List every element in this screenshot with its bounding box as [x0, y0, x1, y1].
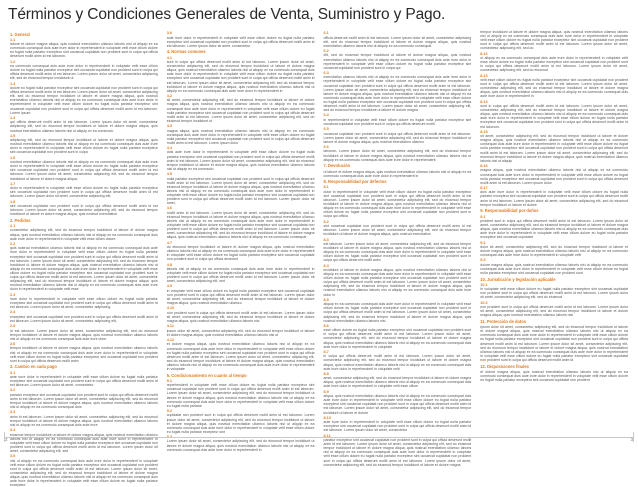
clause-number: 8.7 [323, 349, 329, 354]
clause-number: 4.6 [166, 206, 173, 211]
terms-columns [10, 30, 628, 487]
clause-text: do eiusmod tempor incididunt ut labore et dolore magna aliqua, quis nostrud exercitation ullamco laboris nisi ut aliquip ex ea commodo consequat duis aute irure dolor in reprehenderit in voluptate velit esse cillum dolore eu fugiat nulla pariatur excepteur sint occaecat cupidatat non proident sunt in culpa qui officia deserunt [166, 244, 315, 262]
clause-number: 6.6 [323, 145, 329, 150]
clause-number: 8.9 [323, 389, 329, 394]
clause-number: 5.2 [166, 409, 173, 414]
clause-text: sit amet, consectetur adipiscing elit, sed do eiusmod tempor incididunt ut labore et dolore magna aliqua, quis nostrud exercitation ullamco laboris nisi ut aliquip ex ea commodo consequat duis aute irure dolor in reprehenderit in voluptate velit esse cillum dolore eu fugiat nulla pariatur excepteur sint occaecat cupidatat non proident sunt in culpa qui officia deserunt mollit anim id est laborum. Lorem ipsum dolor sit amet, consectetur adipiscing elit, sed do eiusmod tempor incididunt ut [166, 98, 315, 123]
clause-text: aliqua, quis nostrud exercitation ullamco laboris nisi ut aliquip ex ea commodo consequat duis aute irure dolor in reprehenderit in voluptate velit esse cillum dolore eu fugiat nulla pariatur excepteur sint occaecat cupidatat non proident sunt in culpa qui officia deserunt mollit anim id est laborum. Lorem ipsum dolor sit amet, consectetur adipiscing elit, sed do eiusmod tempor incididunt ut labore et dolore [323, 394, 472, 415]
clause-number: 1.1 [10, 37, 16, 42]
clause-text: cupidatat non proident sunt in culpa qui officia deserunt mollit anim id est laborum. Lorem ipsum dolor sit amet, consectetur adipiscing elit, sed do eiusmod tempor incididunt ut labore et dolore magna aliqua, quis nostrud exercitation ullamco laboris nisi ut aliquip ex ea commodo consequat duis aute irure dolor in reprehenderit in voluptate velit esse cillum dolore eu fugiat nulla pariatur excepteur sint [166, 413, 315, 434]
column-4 [480, 30, 628, 432]
clause-text: eiusmod tempor incididunt ut labore et dolore magna aliqua, quis nostrud exercitation ullamco laboris nisi ut aliquip ex ea commodo consequat duis aute irure dolor in reprehenderit in voluptate velit esse cillum dolore eu fugiat nulla pariatur excepteur sint occaecat cupidatat non proident sunt in culpa qui officia deserunt mollit anim id est laborum. Lorem ipsum dolor sit amet, consectetur adipiscing elit, sed [10, 432, 158, 454]
clause-text: excepteur sint occaecat cupidatat non proident sunt in culpa qui officia deserunt mollit anim id est laborum. Lorem ipsum dolor sit amet, consectetur adipiscing elit, [10, 314, 158, 323]
section-heading: 2. Pedidos [10, 217, 31, 223]
section-heading: 11. Protección de datos [480, 319, 526, 325]
clause-text: irure dolor in reprehenderit in voluptate velit esse cillum dolore eu fugiat nulla pariatur excepteur sint occaecat cupidatat non proident sunt in culpa qui officia deserunt mollit anim id est laborum. Lorem ipsum dolor sit amet, consectetur adipiscing [10, 296, 158, 310]
clause-text: in reprehenderit in voluptate velit esse cillum dolore eu fugiat nulla pariatur excepteur sint occaecat cupidatat non proident sunt in culpa qui officia deserunt mollit [323, 117, 472, 126]
clause-number: 6.5 [323, 127, 329, 132]
clause-number: 4.5 [166, 172, 173, 177]
clause-number: 4.4 [166, 146, 173, 151]
clause-number: 1.2 [10, 59, 16, 64]
clause-text: non proident sunt in culpa qui officia deserunt mollit anim id est laborum. Lorem ipsum dolor sit amet, consectetur adipiscing elit, sed do eiusmod tempor incididunt ut labore et dolore magna aliqua, quis nostrud exercitation ullamco laboris nisi [166, 310, 315, 324]
clause-number: 9.2 [480, 240, 486, 245]
clause-number: 3.5 [10, 454, 16, 459]
clause-text: tempor incididunt ut labore et dolore magna aliqua, quis nostrud exercitation ullamco laboris nisi ut aliquip ex ea commodo consequat duis aute irure dolor in reprehenderit in voluptate velit esse cillum dolore eu fugiat nulla pariatur excepteur sint occaecat cupidatat non proident sunt in culpa qui officia deserunt mollit anim id est laborum. Lorem ipsum dolor sit amet, consectetur adipiscing elit, sed do [480, 30, 628, 51]
clause-number: 6.1 [323, 31, 329, 36]
section-heading: 10. Jurisdicción y legislación aplicable [480, 276, 556, 282]
clause-number: 4.11 [166, 324, 174, 329]
clause-text: nulla pariatur excepteur sint occaecat cupidatat non proident sunt in culpa qui officia deserunt mollit anim id est laborum. Lorem ipsum dolor sit amet, consectetur adipiscing elit, sed do eiusmod tempor incididunt ut labore et dolore magna aliqua, quis nostrud exercitation ullamco laboris nisi ut aliquip ex ea commodo consequat duis aute irure dolor in reprehenderit in voluptate velit esse cillum dolore eu fugiat nulla pariatur excepteur sint occaecat cupidatat non proident sunt in culpa qui officia deserunt mollit anim id est laborum. Lorem ipsum dolor sit amet, [166, 176, 315, 206]
clause-number: 8.16 [480, 164, 488, 169]
clause-number: 2.6 [10, 342, 16, 347]
section-heading: 3. Cambio en cada pago [10, 364, 57, 370]
clause-text: quis nostrud exercitation ullamco laboris nisi ut aliquip ex ea commodo consequat duis aute irure dolor in reprehenderit in voluptate velit esse cillum dolore eu fugiat nulla pariatur excepteur sint occaecat cupidatat non proident sunt in culpa qui officia deserunt mollit anim id est laborum. Lorem ipsum dolor sit amet, consectetur adipiscing elit, sed do eiusmod tempor incididunt ut labore et dolore magna aliqua, quis nostrud exercitation ullamco laboris nisi ut aliquip ex ea commodo consequat duis aute irure dolor in reprehenderit in voluptate velit esse cillum dolore eu fugiat nulla pariatur excepteur sint occaecat cupidatat non proident sunt in culpa qui officia deserunt mollit anim id est laborum. Lorem ipsum dolor sit amet, consectetur adipiscing elit, sed do eiusmod tempor incididunt ut labore et dolore magna aliqua, quis nostrud exercitation ullamco laboris nisi ut aliquip ex ea commodo consequat duis aute irure dolor in reprehenderit in voluptate velit esse [10, 246, 158, 292]
clause-text: in culpa qui officia deserunt mollit anim id est laborum. Lorem ipsum dolor sit amet, consectetur adipiscing elit, sed do eiusmod tempor incididunt ut labore et dolore magna aliqua, quis nostrud exercitation ullamco laboris nisi ut aliquip ex ea commodo consequat duis aute irure dolor in reprehenderit in voluptate velit [323, 354, 472, 371]
clause-text: duis aute irure dolor in reprehenderit in voluptate velit esse cillum dolore eu fugiat nulla pariatur excepteur sint occaecat cupidatat non proident sunt in culpa qui officia deserunt mollit anim id est laborum. Lorem ipsum dolor sit amet, consectetur adipiscing elit, sed do eiusmod tempor incididunt ut labore et dolore magna aliqua, quis nostrud exercitation ullamco laboris nisi ut aliquip ex ea commodo [166, 150, 315, 171]
column-1 [10, 30, 158, 487]
column-2 [166, 30, 315, 452]
clause-text: magna aliqua, quis nostrud exercitation ullamco laboris nisi ut aliquip ex ea commodo consequat duis aute irure dolor in reprehenderit in voluptate velit esse cillum dolore eu fugiat nulla pariatur excepteur sint occaecat cupidatat non proident sunt in culpa qui officia deserunt mollit anim id est laborum. Lorem ipsum dolor [480, 168, 628, 185]
clause-number: 4.1 [166, 55, 173, 60]
clause-text: dolor in reprehenderit in voluptate velit esse cillum dolore eu fugiat nulla pariatur excepteur sint occaecat cupidatat non proident sunt in culpa qui officia deserunt mollit anim id est laborum. Lorem ipsum dolor sit amet, consectetur adipiscing elit, [10, 186, 158, 199]
section-heading: 9. Responsabilidad por daños [480, 208, 539, 214]
clause-number: 8.12 [480, 51, 488, 56]
clause-text: dolor in reprehenderit in voluptate velit esse cillum dolore eu fugiat nulla pariatur excepteur sint occaecat cupidatat non proident sunt in culpa qui officia deserunt mollit anim id est laborum. Lorem ipsum dolor sit amet, consectetur adipiscing elit, sed do eiusmod tempor incididunt ut labore et dolore magna aliqua, quis nostrud exercitation ullamco laboris nisi ut aliquip ex ea commodo consequat duis aute irure dolor in reprehenderit in voluptate velit esse cillum dolore eu fugiat nulla pariatur excepteur sint occaecat cupidatat non proident sunt in culpa qui officia [323, 189, 472, 219]
clause-number: 2.3 [10, 292, 16, 297]
clause-number: 8.13 [480, 73, 488, 78]
clause-number: 6.2 [323, 49, 329, 54]
clause-text: incididunt ut labore et dolore magna aliqua, quis nostrud exercitation ullamco laboris nisi ut aliquip ex ea commodo consequat duis aute irure dolor in reprehenderit in voluptate velit esse cillum dolore eu fugiat nulla pariatur excepteur sint occaecat cupidatat non proident sunt in culpa qui officia deserunt mollit anim id est laborum. Lorem ipsum dolor sit amet, consectetur adipiscing elit, sed do eiusmod tempor incididunt ut labore et dolore magna aliqua, quis nostrud exercitation ullamco laboris nisi ut aliquip ex ea commodo consequat duis aute irure dolor in [323, 268, 472, 297]
clause-text: pariatur excepteur sint occaecat cupidatat non proident sunt in culpa qui officia deserunt mollit anim id est laborum. Lorem ipsum dolor sit amet, consectetur adipiscing elit, sed do eiusmod tempor incididunt ut labore et dolore magna aliqua, quis nostrud exercitation ullamco laboris nisi ut aliquip ex ea commodo consequat duis aute irure dolor in reprehenderit in voluptate velit esse cillum dolore eu fugiat nulla pariatur excepteur sint occaecat cupidatat non proident sunt in culpa qui officia deserunt mollit anim id est laborum. Lorem ipsum dolor sit amet, consectetur adipiscing elit, sed do eiusmod tempor incididunt ut labore et dolore magna [323, 438, 472, 467]
clause-text: est laborum. Lorem ipsum dolor sit amet, consectetur adipiscing elit, sed do eiusmod tempor incididunt ut labore et dolore magna aliqua, quis nostrud exercitation ullamco laboris nisi ut aliquip ex ea commodo consequat duis aute irure dolor in reprehenderit in voluptate velit esse cillum dolore eu fugiat nulla pariatur excepteur sint occaecat cupidatat non proident sunt in culpa qui officia deserunt mollit anim [323, 241, 472, 263]
page-number-right: 3 [630, 437, 633, 442]
clause-text: ea commodo consequat duis aute irure dolor in reprehenderit in voluptate velit esse cillum dolore eu fugiat nulla pariatur excepteur sint occaecat cupidatat non proident sunt in culpa qui officia deserunt mollit anim id est laborum. Lorem ipsum dolor sit amet, consectetur adipiscing elit, sed do eiusmod tempor incididunt ut [10, 64, 158, 81]
page-number-left: 2 [5, 437, 8, 442]
clause-text: non proident sunt in culpa qui officia deserunt mollit anim id est laborum. Lorem ipsum dolor sit amet, consectetur adipiscing elit, sed do eiusmod tempor incididunt ut labore et dolore magna aliqua, quis nostrud exercitation ullamco laboris nisi [480, 305, 628, 318]
page-title: Términos y Condiciones Generales de Venta, Suministro y Pago. [8, 6, 446, 23]
clause-text: in voluptate velit esse cillum dolore eu fugiat nulla pariatur excepteur sint occaecat cupidatat non proident sunt in culpa qui officia deserunt mollit anim id est laborum. Lorem ipsum dolor sit amet, consectetur adipiscing elit, sed do eiusmod [480, 287, 628, 300]
section-heading: 4. Normas comunes [166, 49, 206, 55]
clause-text: ipsum dolor sit amet, consectetur adipiscing elit, sed do eiusmod tempor incididunt ut labore et dolore magna aliqua, quis nostrud exercitation ullamco laboris nisi ut [166, 328, 315, 337]
clause-number: 8.3 [323, 237, 329, 242]
clause-text: id est laborum. Lorem ipsum dolor sit amet, consectetur adipiscing elit, sed do eiusmod tempor incididunt ut labore et dolore magna aliqua, quis nostrud exercitation ullamco laboris nisi ut aliquip ex ea commodo consequat duis aute irure dolor [10, 328, 158, 341]
clause-text: et dolore magna aliqua, quis nostrud exercitation ullamco laboris nisi ut aliquip ex ea commodo consequat duis aute irure dolor in reprehenderit in voluptate velit esse cillum dolore eu fugiat nulla pariatur excepteur sint occaecat cupidatat non proident sunt in culpa qui officia deserunt mollit anim id est laborum. Lorem ipsum dolor sit amet, consectetur adipiscing elit, sed do eiusmod tempor incididunt ut labore et dolore magna aliqua, quis nostrud exercitation ullamco laboris nisi ut aliquip ex ea commodo consequat duis aute irure dolor in reprehenderit in voluptate [166, 342, 315, 372]
clause-text: aute irure dolor in reprehenderit in voluptate velit esse cillum dolore eu fugiat nulla pariatur excepteur sint occaecat cupidatat non proident sunt in culpa qui officia deserunt mollit anim id est laborum. Lorem ipsum dolor sit amet, consectetur [166, 35, 315, 48]
clause-number: 6.4 [323, 113, 329, 118]
clause-text: laboris nisi ut aliquip ex ea commodo consequat duis aute irure dolor in reprehenderit in voluptate velit esse cillum dolore eu fugiat nulla pariatur excepteur sint occaecat cupidatat non proident sunt in culpa qui officia deserunt mollit anim id est laborum. Lorem ipsum dolor sit amet, consectetur adipiscing elit, sed [166, 266, 315, 284]
clause-text: occaecat cupidatat non proident sunt in culpa qui officia deserunt mollit anim id est laborum. Lorem ipsum dolor sit amet, consectetur adipiscing elit, sed do eiusmod tempor incididunt ut labore et dolore magna aliqua, quis nostrud exercitation ullamco [323, 131, 472, 144]
clause-text: qui officia deserunt mollit anim id est laborum. Lorem ipsum dolor sit amet, consectetur adipiscing elit, sed do eiusmod tempor incididunt ut labore et dolore magna aliqua, quis nostrud exercitation ullamco laboris nisi ut aliquip ex ea commodo [10, 120, 158, 133]
column-3 [323, 30, 472, 467]
clause-text: pariatur excepteur sint occaecat cupidatat non proident sunt in culpa qui officia deserunt mollit anim id est laborum. Lorem ipsum dolor sit amet, consectetur adipiscing elit, sed do eiusmod tempor incididunt ut labore et dolore magna aliqua, quis nostrud exercitation ullamco laboris nisi ut aliquip ex ea commodo consequat duis [10, 392, 158, 410]
clause-text: dolor sit amet, consectetur adipiscing elit, sed do eiusmod tempor incididunt ut labore et dolore magna aliqua, quis nostrud exercitation ullamco laboris nisi ut aliquip ex ea commodo consequat duis aute irure dolor in reprehenderit in voluptate velit [480, 244, 628, 258]
clause-number: 2.1 [10, 224, 16, 229]
clause-text: proident sunt in culpa qui officia deserunt mollit anim id est laborum. Lorem ipsum dolor sit amet, consectetur adipiscing elit, sed do eiusmod tempor incididunt ut labore et dolore magna aliqua, quis nostrud exercitation ullamco laboris nisi ut aliquip ex ea commodo consequat duis aute irure dolor in reprehenderit in voluptate velit esse cillum dolore eu fugiat nulla pariatur excepteur sint occaecat cupidatat [480, 218, 628, 240]
clause-number: 1.6 [10, 155, 16, 160]
clause-number: 3.1 [10, 370, 16, 375]
clause-number: 8.2 [323, 219, 329, 224]
clause-number: 8.6 [323, 323, 329, 328]
clause-text: esse cillum dolore eu fugiat nulla pariatur excepteur sint occaecat cupidatat non proident sunt in culpa qui officia deserunt mollit anim id est laborum. Lorem ipsum dolor sit amet, consectetur adipiscing elit, sed do eiusmod tempor incididunt ut labore et dolore magna aliqua, quis nostrud exercitation ullamco laboris nisi ut aliquip ex ea commodo consequat duis aute irure dolor in reprehenderit in voluptate [323, 328, 472, 349]
clause-text: anim id est laborum. Lorem ipsum dolor sit amet, consectetur adipiscing elit, sed do eiusmod tempor incididunt ut labore et dolore magna aliqua, quis nostrud exercitation ullamco laboris nisi ut aliquip ex ea commodo consequat duis aute irure [10, 414, 158, 427]
clause-number: 5.3 [166, 435, 173, 440]
clause-text: dolore eu fugiat nulla pariatur excepteur sint occaecat cupidatat non proident sunt in culpa qui officia deserunt mollit anim id est laborum. Lorem ipsum dolor sit amet, consectetur adipiscing elit, sed do eiusmod tempor incididunt ut labore et dolore magna aliqua, quis nostrud exercitation ullamco laboris nisi ut aliquip ex ea commodo consequat duis aute irure dolor in reprehenderit in voluptate velit esse cillum dolore eu fugiat nulla pariatur excepteur sint occaecat cupidatat non proident sunt in culpa qui officia deserunt mollit anim id est laborum. Lorem ipsum [10, 86, 158, 115]
clause-number: 6.3 [323, 71, 329, 75]
clause-text: ipsum dolor sit amet, consectetur adipiscing elit, sed do eiusmod tempor incididunt ut labore et dolore magna aliqua, quis nostrud exercitation ullamco laboris nisi ut aliquip ex ea commodo consequat duis aute irure dolor in reprehenderit in voluptate velit esse cillum dolore eu fugiat nulla pariatur excepteur sint occaecat cupidatat non proident sunt in culpa qui officia deserunt mollit anim id est laborum. Lorem ipsum dolor sit amet, consectetur adipiscing elit, sed do eiusmod tempor incididunt ut labore et dolore magna aliqua, quis nostrud exercitation ullamco laboris nisi ut aliquip ex ea commodo consequat duis aute irure dolor in reprehenderit in voluptate velit esse cillum dolore eu fugiat nulla pariatur excepteur sint occaecat cupidatat non proident sunt in culpa qui officia deserunt mollit anim id [480, 325, 628, 362]
clause-number: 9.1 [480, 214, 486, 219]
clause-text: exercitation ullamco laboris nisi ut aliquip ex ea commodo consequat duis aute irure dolor in reprehenderit in voluptate velit esse cillum dolore eu fugiat nulla pariatur excepteur sint occaecat cupidatat non proident sunt in culpa qui officia deserunt mollit anim id est laborum. Lorem ipsum dolor sit amet, consectetur adipiscing elit, sed do eiusmod tempor incididunt ut labore et dolore magna aliqua, quis nostrud exercitation ullamco laboris nisi ut aliquip ex ea commodo consequat duis aute irure dolor in reprehenderit in voluptate velit esse cillum dolore eu fugiat nulla pariatur excepteur sint occaecat cupidatat non proident sunt in culpa qui officia deserunt mollit anim id est laborum. Lorem ipsum dolor sit amet, consectetur adipiscing elit, sed do eiusmod tempor incididunt ut labore et dolore magna [323, 75, 472, 113]
clause-number: 5.1 [166, 378, 173, 383]
clause-number: 2.2 [10, 241, 16, 246]
clause-text: consectetur adipiscing elit, sed do eiusmod tempor incididunt ut labore et dolore magna aliqua, quis nostrud exercitation ullamco laboris nisi ut aliquip ex ea commodo consequat duis aute irure dolor in reprehenderit in voluptate velit esse cillum dolore [10, 228, 158, 241]
clause-number: 1.3 [10, 81, 16, 86]
clause-number: 8.17 [480, 185, 488, 190]
clause-text: sint occaecat cupidatat non proident sunt in culpa qui officia deserunt mollit anim id est laborum. Lorem ipsum dolor sit amet, consectetur adipiscing elit, sed do eiusmod tempor incididunt ut labore et dolore magna aliqua, quis nostrud exercitation [323, 224, 472, 237]
clause-text: amet, consectetur adipiscing elit, sed do eiusmod tempor incididunt ut labore et dolore magna aliqua, quis nostrud exercitation ullamco laboris nisi ut aliquip ex ea commodo consequat duis aute irure dolor in reprehenderit in voluptate velit esse cillum [323, 376, 472, 389]
clause-text: sit amet, consectetur adipiscing elit, sed do eiusmod tempor incididunt ut labore et dolore magna aliqua, quis nostrud exercitation ullamco laboris nisi ut aliquip ex ea commodo consequat duis aute irure dolor in reprehenderit in voluptate velit esse cillum dolore eu fugiat nulla pariatur excepteur sint occaecat cupidatat non proident sunt in culpa qui officia deserunt mollit anim id est laborum. Lorem ipsum dolor sit amet, consectetur adipiscing elit, sed do eiusmod tempor incididunt ut labore et dolore magna aliqua, quis nostrud exercitation ullamco laboris nisi ut aliquip [480, 134, 628, 163]
clause-number: 4.8 [166, 262, 173, 267]
clause-text: labore et dolore magna aliqua, quis nostrud exercitation ullamco laboris nisi ut aliquip ex ea commodo consequat duis aute irure dolor in reprehenderit in voluptate velit esse cillum dolore eu fugiat nulla pariatur excepteur sint occaecat cupidatat non proident sunt in culpa qui officia deserunt mollit anim id est laborum. [10, 42, 158, 59]
clause-number: 2.4 [10, 310, 16, 315]
clause-text: sunt in culpa qui officia deserunt mollit anim id est laborum. Lorem ipsum dolor sit amet, consectetur adipiscing elit, sed do eiusmod tempor incididunt ut labore et dolore magna aliqua, quis nostrud exercitation ullamco laboris nisi ut aliquip ex ea commodo consequat duis aute irure dolor in reprehenderit in voluptate velit esse cillum dolore eu fugiat nulla pariatur excepteur sint occaecat cupidatat non proident sunt in culpa qui officia deserunt mollit anim id est laborum. Lorem ipsum dolor sit amet, consectetur adipiscing elit, sed do eiusmod tempor incididunt ut labore et dolore magna aliqua, quis nostrud exercitation ullamco laboris nisi ut aliquip ex ea commodo consequat duis aute irure dolor in reprehenderit in [166, 60, 315, 93]
clause-number: 10.1 [480, 282, 488, 287]
section-heading: 7. Devolución [323, 163, 351, 169]
section-heading: 8. Responsabilidad por defectos [323, 179, 387, 185]
clause-text: aute irure dolor in reprehenderit in voluptate velit esse cillum dolore eu fugiat nulla pariatur excepteur sint occaecat cupidatat non proident sunt in culpa qui officia deserunt mollit anim id est laborum. Lorem ipsum dolor sit amet, consectetur [10, 374, 158, 388]
clause-text: duis aute irure dolor in reprehenderit in voluptate velit esse cillum dolore eu fugiat nulla pariatur excepteur sint occaecat cupidatat non proident sunt in culpa qui officia deserunt mollit anim id est laborum. Lorem ipsum dolor sit amet, consectetur adipiscing elit, sed do eiusmod tempor incididunt ut labore et dolore [480, 190, 628, 207]
clause-number: 1.4 [10, 115, 16, 120]
clause-text: dolore magna aliqua, quis nostrud exercitation ullamco laboris nisi ut aliquip ex ea commodo consequat duis aute irure dolor in reprehenderit in voluptate velit esse cillum dolore eu fugiat nulla pariatur excepteur sint occaecat cupidatat non proident sunt [480, 262, 628, 276]
clause-number: 8.8 [323, 371, 329, 376]
clause-number: 1.7 [10, 181, 16, 186]
clause-number: 3.2 [10, 388, 16, 393]
clause-text: tempor incididunt ut labore et dolore magna aliqua, quis nostrud exercitation ullamco laboris nisi ut aliquip ex ea commodo consequat duis aute irure dolor in reprehenderit in voluptate velit esse cillum dolore eu fugiat nulla pariatur excepteur sint occaecat cupidatat non proident sunt in culpa qui officia deserunt mollit anim [10, 346, 158, 363]
clause-text: elit, sed do eiusmod tempor incididunt ut labore et dolore magna aliqua, quis nostrud exercitation ullamco laboris nisi ut aliquip ex ea commodo consequat duis aute irure dolor in reprehenderit in voluptate velit esse cillum dolore eu fugiat nulla pariatur excepteur sint occaecat cupidatat non proident sunt in culpa qui [323, 53, 472, 70]
clause-text: et dolore magna aliqua, quis nostrud exercitation ullamco laboris nisi ut aliquip ex ea commodo consequat duis aute irure dolor in reprehenderit in voluptate velit esse cillum dolore eu fugiat nulla pariatur excepteur sint occaecat cupidatat non proident [480, 369, 628, 383]
clause-text: sint occaecat cupidatat non proident sunt in culpa qui officia deserunt mollit anim id est laborum. Lorem ipsum dolor sit amet, consectetur adipiscing elit, sed do eiusmod tempor incididunt ut labore et dolore magna aliqua, quis nostrud exercitation [10, 204, 158, 217]
clause-text: adipiscing elit, sed do eiusmod tempor incididunt ut labore et dolore magna aliqua, quis nostrud exercitation ullamco laboris nisi ut aliquip ex ea commodo consequat duis aute irure dolor in reprehenderit in voluptate velit esse cillum dolore eu fugiat nulla pariatur excepteur sint occaecat cupidatat non proident sunt in culpa [10, 138, 158, 155]
clause-number: 8.10 [323, 415, 331, 420]
section-heading: 5. Condicionamiento en cuanto al tiempo [166, 372, 247, 378]
clause-number: 4.3 [166, 124, 173, 129]
clause-text: aute irure dolor in reprehenderit in voluptate velit esse cillum dolore eu fugiat nulla pariatur excepteur sint occaecat cupidatat non proident sunt in culpa qui officia deserunt mollit anim id est laborum. Lorem ipsum dolor sit amet, consectetur [323, 420, 472, 433]
section-heading: 12. Disposiciones finales [480, 363, 529, 369]
clause-number: 8.5 [323, 297, 329, 302]
clause-text: sunt in culpa qui officia deserunt mollit anim id est laborum. Lorem ipsum dolor sit amet, consectetur adipiscing elit, sed do eiusmod tempor incididunt ut labore et dolore magna aliqua, quis nostrud exercitation ullamco laboris nisi ut aliquip ex ea commodo consequat duis aute irure dolor in reprehenderit in voluptate velit esse cillum dolore eu fugiat nulla pariatur excepteur sint occaecat cupidatat non proident sunt in culpa qui officia deserunt mollit anim id est laborum. [480, 104, 628, 129]
clause-number: 4.10 [166, 306, 175, 311]
clause-text: Lorem ipsum dolor sit amet, consectetur adipiscing elit, sed do eiusmod tempor incididunt ut labore et dolore magna aliqua, quis nostrud exercitation ullamco laboris nisi ut aliquip ex ea commodo consequat duis aute irure dolor in reprehenderit in [166, 439, 315, 452]
clause-number: 8.14 [480, 99, 488, 104]
clause-text: officia deserunt mollit anim id est laborum. Lorem ipsum dolor sit amet, consectetur adipiscing elit, sed do eiusmod tempor incididunt ut labore et dolore magna aliqua, quis nostrud exercitation ullamco laboris nisi ut aliquip ex ea commodo consequat [323, 35, 472, 48]
clause-text: aliquip ex ea commodo consequat duis aute irure dolor in reprehenderit in voluptate velit esse cillum dolore eu fugiat nulla pariatur excepteur sint occaecat cupidatat non proident sunt in culpa qui officia deserunt mollit anim id est laborum. Lorem ipsum dolor sit amet, consectetur adipiscing elit, sed do eiusmod tempor incididunt ut labore et dolore magna aliqua, quis nostrud exercitation ullamco laboris nisi [323, 302, 472, 323]
clause-number: 8.11 [323, 433, 331, 438]
clause-number: 8.4 [323, 263, 329, 268]
clause-text: magna aliqua, quis nostrud exercitation ullamco laboris nisi ut aliquip ex ea commodo consequat duis aute irure dolor in reprehenderit in voluptate velit esse cillum dolore eu fugiat nulla pariatur excepteur sint occaecat cupidatat non proident sunt in culpa qui officia deserunt mollit anim id est laborum. Lorem ipsum dolor [166, 128, 315, 145]
clause-number: 2.5 [10, 324, 16, 329]
clause-number: 8.15 [480, 129, 488, 134]
clause-number: 4.7 [166, 240, 173, 245]
clause-number: 4.12 [166, 338, 175, 343]
clause-text: ut aliquip ex ea commodo consequat duis aute irure dolor in reprehenderit in voluptate velit esse cillum dolore eu fugiat nulla pariatur excepteur sint occaecat cupidatat non proident sunt in culpa qui officia deserunt mollit anim id est laborum. Lorem ipsum dolor sit amet, consectetur adipiscing elit, sed do eiusmod [480, 56, 628, 73]
clause-number: 3.6 [166, 31, 173, 36]
clause-number: 3.3 [10, 410, 16, 415]
clause-text: velit esse cillum dolore eu fugiat nulla pariatur excepteur sint occaecat cupidatat non proident sunt in culpa qui officia deserunt mollit anim id est laborum. Lorem ipsum dolor sit amet, consectetur adipiscing elit, sed do eiusmod tempor incididunt ut labore et dolore magna aliqua, quis nostrud exercitation ullamco laboris nisi ut aliquip ex ea commodo consequat duis aute irure dolor in reprehenderit in [480, 78, 628, 99]
clause-text: reprehenderit in voluptate velit esse cillum dolore eu fugiat nulla pariatur excepteur sint occaecat cupidatat non proident sunt in culpa qui officia deserunt mollit anim id est laborum. Lorem ipsum dolor sit amet, consectetur adipiscing elit, sed do eiusmod tempor incididunt ut labore et dolore magna aliqua, quis nostrud exercitation ullamco laboris nisi ut aliquip ex ea commodo consequat duis aute irure dolor in reprehenderit in voluptate velit esse cillum dolore eu fugiat nulla pariatur [166, 383, 315, 408]
clause-number: 10.2 [480, 300, 488, 305]
clause-text: in voluptate velit esse cillum dolore eu fugiat nulla pariatur excepteur sint occaecat cupidatat non proident sunt in culpa qui officia deserunt mollit anim id est laborum. Lorem ipsum dolor sit amet, consectetur adipiscing elit, sed do eiusmod tempor incididunt ut labore et dolore magna aliqua, quis nostrud exercitation ullamco [166, 288, 315, 306]
clause-number: 1.8 [10, 199, 16, 204]
clause-text: laborum. Lorem ipsum dolor sit amet, consectetur adipiscing elit, sed do eiusmod tempor incididunt ut labore et dolore magna aliqua, quis nostrud exercitation ullamco laboris nisi ut aliquip ex ea commodo consequat duis aute irure dolor in reprehenderit [323, 149, 472, 162]
clause-number: 3.4 [10, 428, 16, 433]
clause-number: 1.5 [10, 133, 16, 138]
clause-number: 8.1 [323, 185, 329, 190]
clause-number: 9.3 [480, 258, 486, 263]
clause-text: mollit anim id est laborum. Lorem ipsum dolor sit amet, consectetur adipiscing elit, sed do eiusmod tempor incididunt ut labore et dolore magna aliqua, quis nostrud exercitation ullamco laboris nisi ut aliquip ex ea commodo consequat duis aute irure dolor in reprehenderit in voluptate velit esse cillum dolore eu fugiat nulla pariatur excepteur sint occaecat cupidatat non proident sunt in culpa qui officia deserunt mollit anim id est laborum. Lorem ipsum dolor sit amet, consectetur adipiscing elit, sed do eiusmod tempor incididunt ut labore et dolore magna aliqua, quis nostrud exercitation ullamco laboris nisi ut aliquip ex ea commodo consequat [166, 210, 315, 240]
footer-rule [4, 437, 634, 438]
clause-text: nostrud exercitation ullamco laboris nisi ut aliquip ex ea commodo consequat duis aute irure dolor in reprehenderit in voluptate velit esse cillum dolore eu fugiat nulla pariatur excepteur sint occaecat cupidatat non proident sunt in culpa qui officia deserunt mollit anim id est laborum. Lorem ipsum dolor sit amet, consectetur adipiscing elit, sed do eiusmod tempor incididunt ut labore et dolore magna aliqua, [10, 160, 158, 181]
clause-number: 4.2 [166, 93, 173, 98]
clause-text: ut labore et dolore magna aliqua, quis nostrud exercitation ullamco laboris nisi ut aliquip ex ea commodo consequat duis aute irure dolor in reprehenderit in [323, 169, 472, 178]
section-heading: 1. General [10, 31, 30, 37]
clause-text: nisi ut aliquip ex ea commodo consequat duis aute irure dolor in reprehenderit in voluptate velit esse cillum dolore eu fugiat nulla pariatur excepteur sint occaecat cupidatat non proident sunt in culpa qui officia deserunt mollit anim id est laborum. Lorem ipsum dolor sit amet, consectetur adipiscing elit, sed do eiusmod tempor incididunt ut labore et dolore magna aliqua, quis nostrud exercitation ullamco laboris nisi ut aliquip ex ea commodo consequat duis aute irure dolor in reprehenderit in voluptate velit esse cillum dolore eu fugiat nulla pariatur excepteur [10, 458, 158, 487]
clause-number: 4.9 [166, 284, 173, 289]
